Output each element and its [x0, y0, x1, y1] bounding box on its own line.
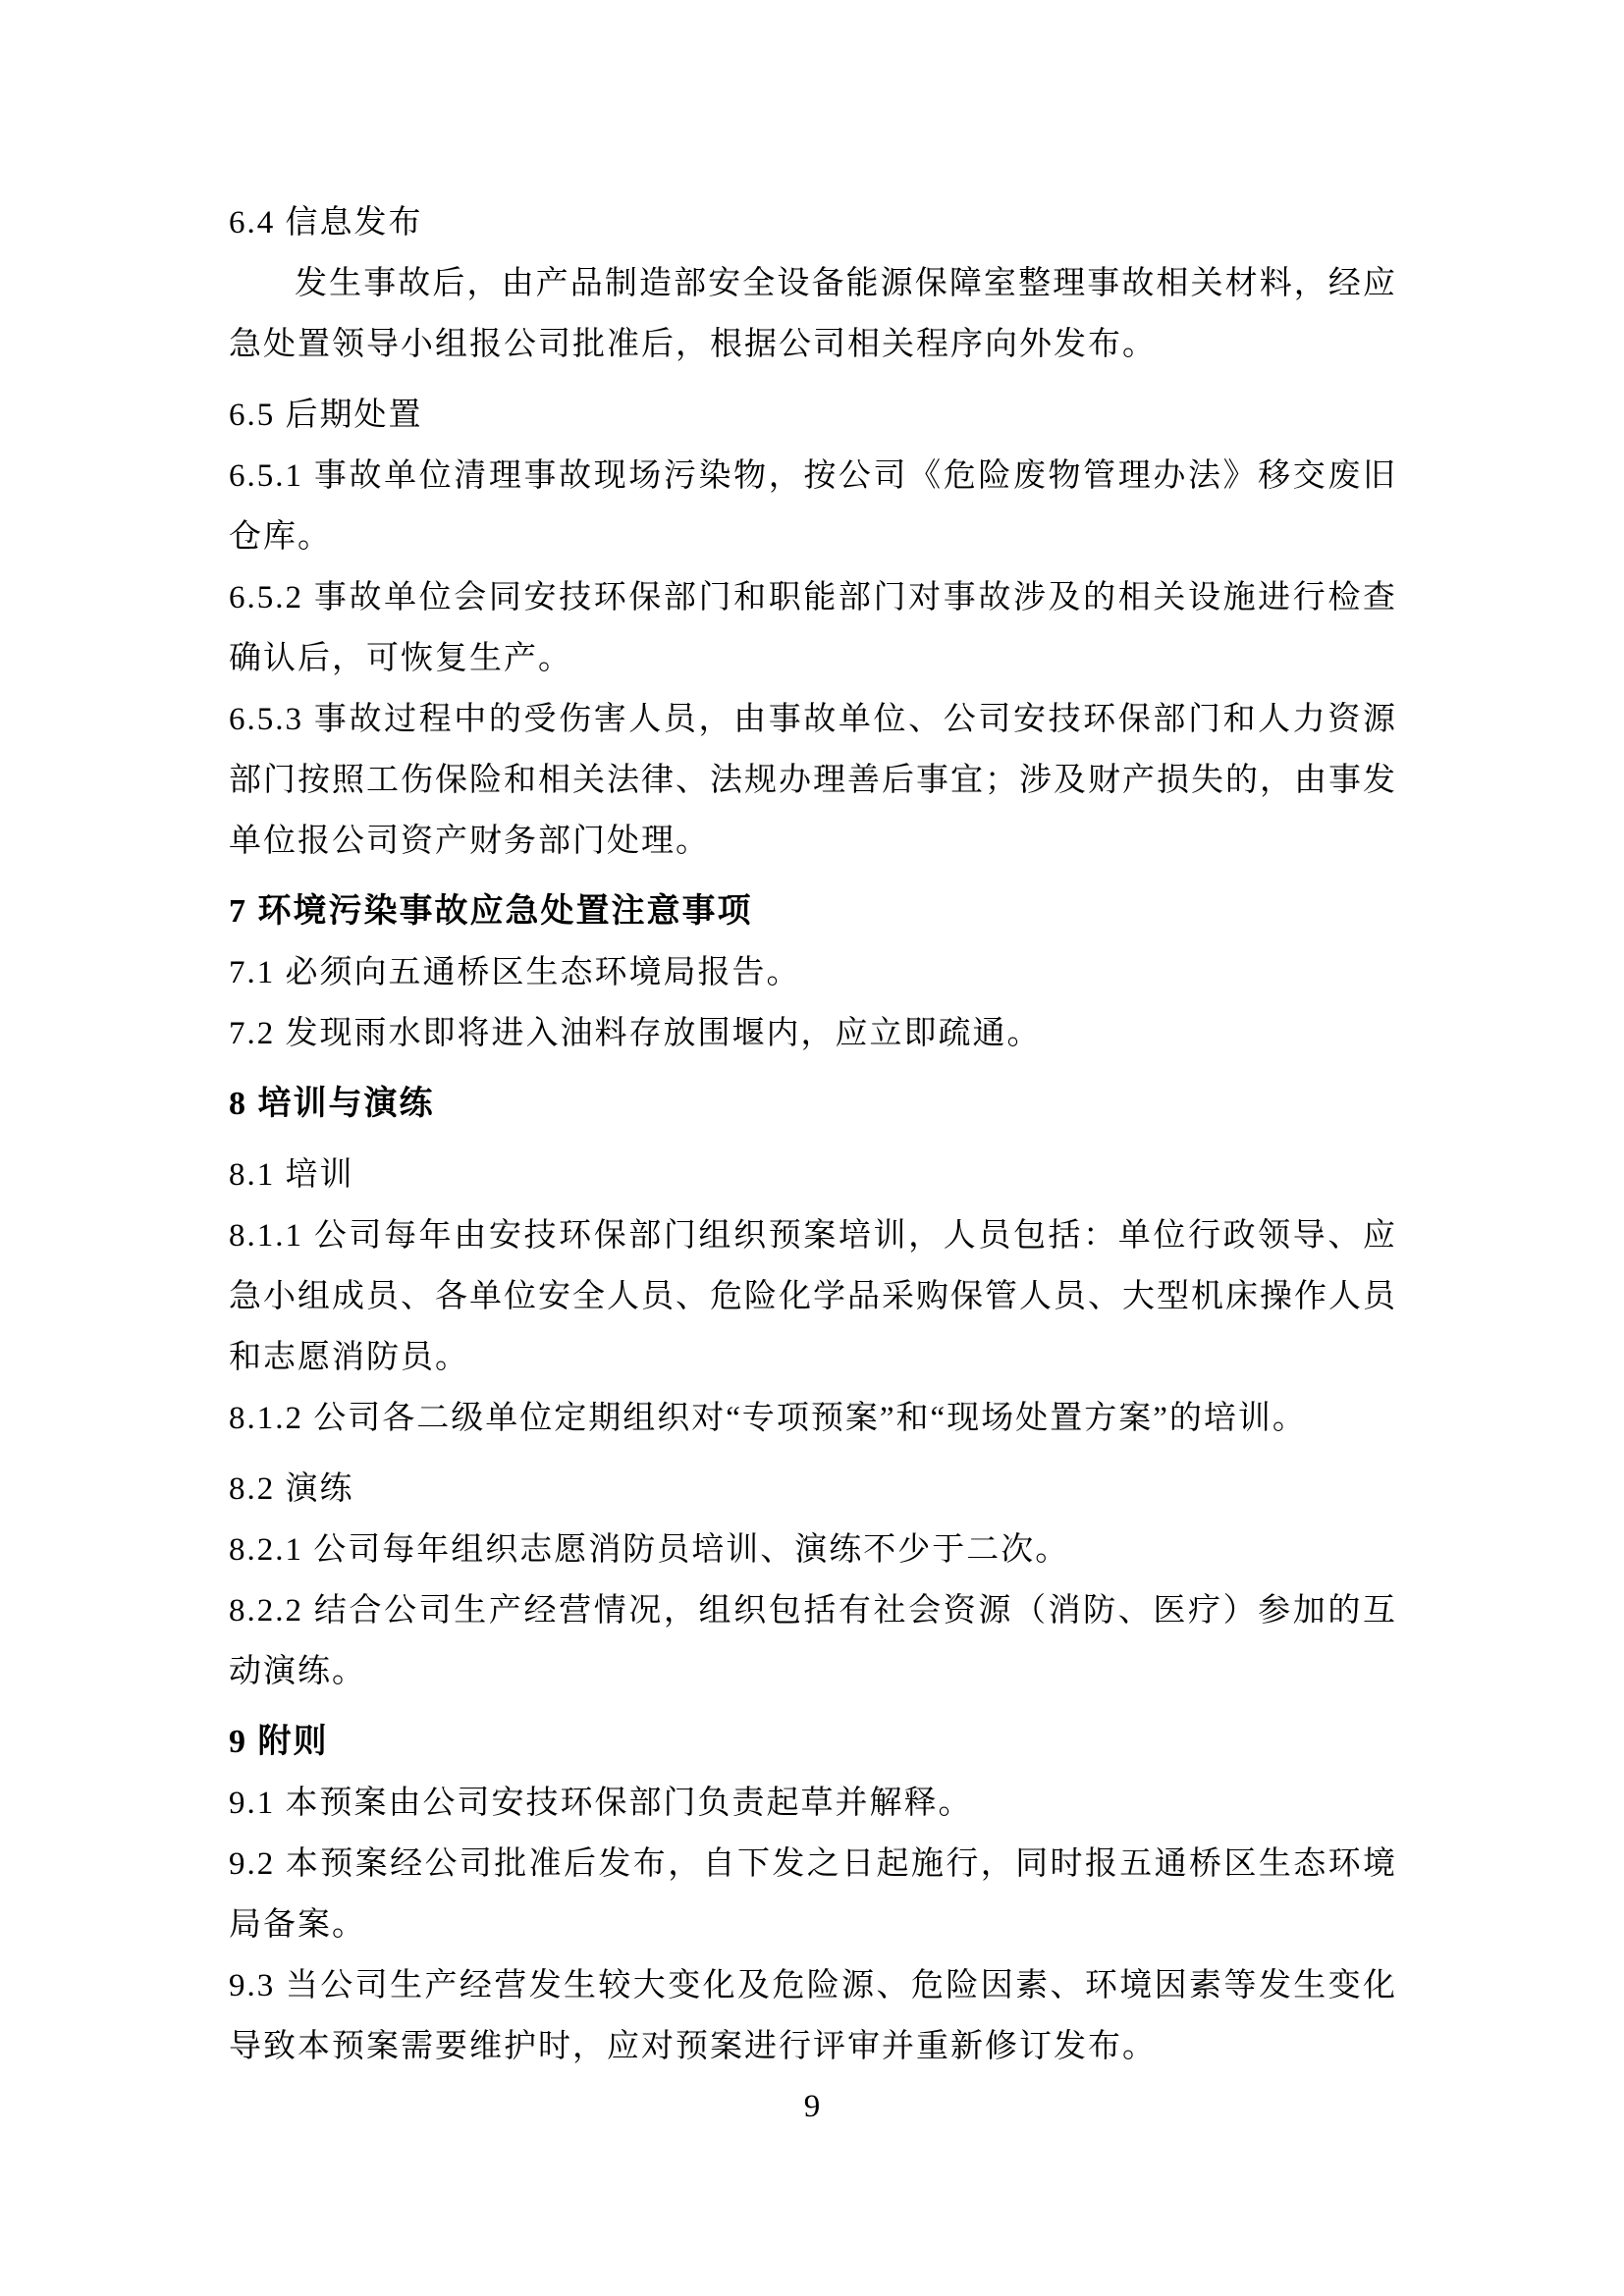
- paragraph: 发生事故后，由产品制造部安全设备能源保障室整理事故相关材料，经应急处置领导小组报公司批准后，根据公司相关程序向外发布。: [229, 266, 1397, 362]
- page-number: 9: [803, 2089, 821, 2124]
- paragraph: 6.5.3 事故过程中的受伤害人员，由事故单位、公司安技环保部门和人力资源部门按照工伤保险和相关法律、法规办理善后事宜；涉及财产损失的，由事发单位报公司资产财务部门处理。: [229, 702, 1397, 859]
- paragraph: 9.2 本预案经公司批准后发布，自下发之日起施行，同时报五通桥区生态环境局备案。: [229, 1846, 1397, 1943]
- section-heading: 6.4 信息发布: [229, 205, 423, 240]
- paragraph: 9.1 本预案由公司安技环保部门负责起草并解释。: [229, 1786, 973, 1821]
- section-heading: 8.2 演练: [229, 1471, 354, 1507]
- document-content: [229, 192, 1397, 2077]
- chapter-heading: 9 附则: [229, 1724, 329, 1760]
- paragraph: 9.3 当公司生产经营发生较大变化及危险源、危险因素、环境因素等发生变化导致本预案需要维护时，应对预案进行评审并重新修订发布。: [229, 1968, 1397, 2064]
- paragraph: 7.1 必须向五通桥区生态环境局报告。: [229, 955, 801, 990]
- paragraph: 7.2 发现雨水即将进入油料存放围堰内，应立即疏通。: [229, 1016, 1042, 1051]
- section-heading: 8.1 培训: [229, 1157, 354, 1193]
- paragraph: 8.1.2 公司各二级单位定期组织对“专项预案”和“现场处置方案”的培训。: [229, 1401, 1307, 1436]
- paragraph: 6.5.2 事故单位会同安技环保部门和职能部门对事故涉及的相关设施进行检查确认后，可恢复生产。: [229, 580, 1397, 676]
- paragraph: 6.5.1 事故单位清理事故现场污染物，按公司《危险废物管理办法》移交废旧仓库。: [229, 458, 1397, 555]
- paragraph: 8.2.2 结合公司生产经营情况，组织包括有社会资源（消防、医疗）参加的互动演练。: [229, 1593, 1397, 1689]
- section-heading: 6.5 后期处置: [229, 398, 423, 433]
- chapter-heading: 7 环境污染事故应急处置注意事项: [229, 893, 753, 930]
- paragraph: 8.2.1 公司每年组织志愿消防员培训、演练不少于二次。: [229, 1532, 1070, 1568]
- chapter-heading: 8 培训与演练: [229, 1086, 435, 1122]
- paragraph: 8.1.1 公司每年由安技环保部门组织预案培训，人员包括：单位行政领导、应急小组成员、各单位安全人员、危险化学品采购保管人员、大型机床操作人员和志愿消防员。: [229, 1218, 1397, 1375]
- page-footer: [0, 2083, 1624, 2130]
